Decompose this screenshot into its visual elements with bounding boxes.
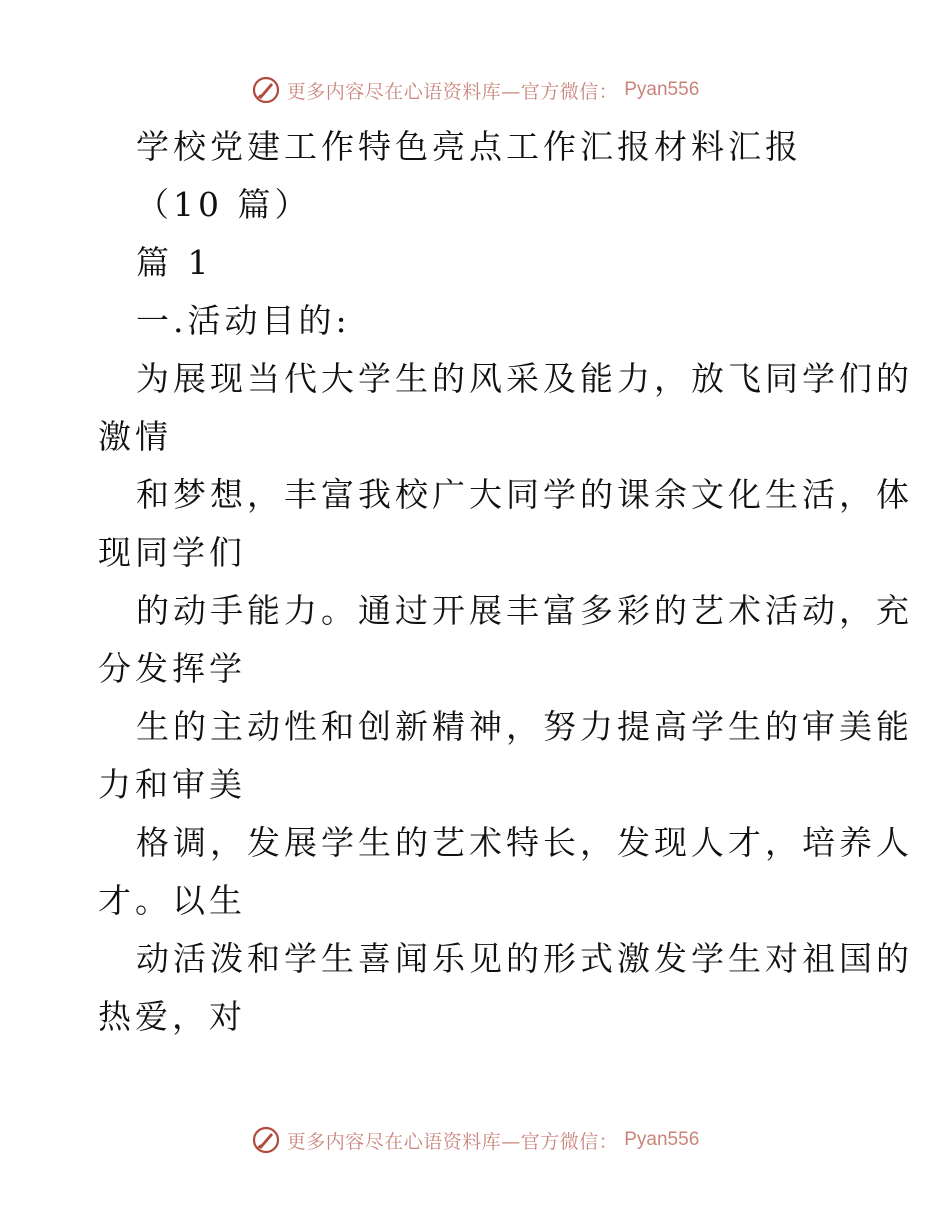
paragraph-line: 现同学们 <box>98 533 246 572</box>
paragraph-line: 和梦想，丰富我校广大同学的课余文化生活，体 <box>136 475 913 514</box>
watermark-header <box>0 70 950 110</box>
paragraph-line: 分发挥学 <box>98 649 246 688</box>
paragraph-line: 的动手能力。通过开展丰富多彩的艺术活动，充 <box>136 591 913 630</box>
paragraph-line: 为展现当代大学生的风采及能力，放飞同学们的 <box>136 359 913 398</box>
document-body <box>98 118 913 1046</box>
watermark-wechat-id: Pyan556 <box>624 1129 700 1150</box>
quill-logo-icon <box>251 75 281 105</box>
document-title: 学校党建工作特色亮点工作汇报材料汇报 <box>136 127 802 166</box>
section-heading: 一.活动目的: <box>136 301 351 340</box>
paragraph-line: 才。以生 <box>98 881 246 920</box>
watermark-text: 更多内容尽在心语资料库—官方微信： <box>286 80 619 103</box>
paragraph-line: 激情 <box>98 417 172 456</box>
paragraph-line: 格调，发展学生的艺术特长，发现人才，培养人 <box>136 823 913 862</box>
paragraph-line: 生的主动性和创新精神，努力提高学生的审美能 <box>136 707 913 746</box>
watermark-footer <box>0 1120 950 1160</box>
section-label: 篇 1 <box>136 243 213 282</box>
paragraph-line: 热爱，对 <box>98 997 246 1036</box>
document-subtitle: （10 篇） <box>136 185 312 224</box>
quill-logo-icon <box>251 1125 281 1155</box>
paragraph-line: 动活泼和学生喜闻乐见的形式激发学生对祖国的 <box>136 939 913 978</box>
watermark-text: 更多内容尽在心语资料库—官方微信： <box>286 1130 619 1153</box>
paragraph-line: 力和审美 <box>98 765 246 804</box>
watermark-wechat-id: Pyan556 <box>624 79 700 100</box>
